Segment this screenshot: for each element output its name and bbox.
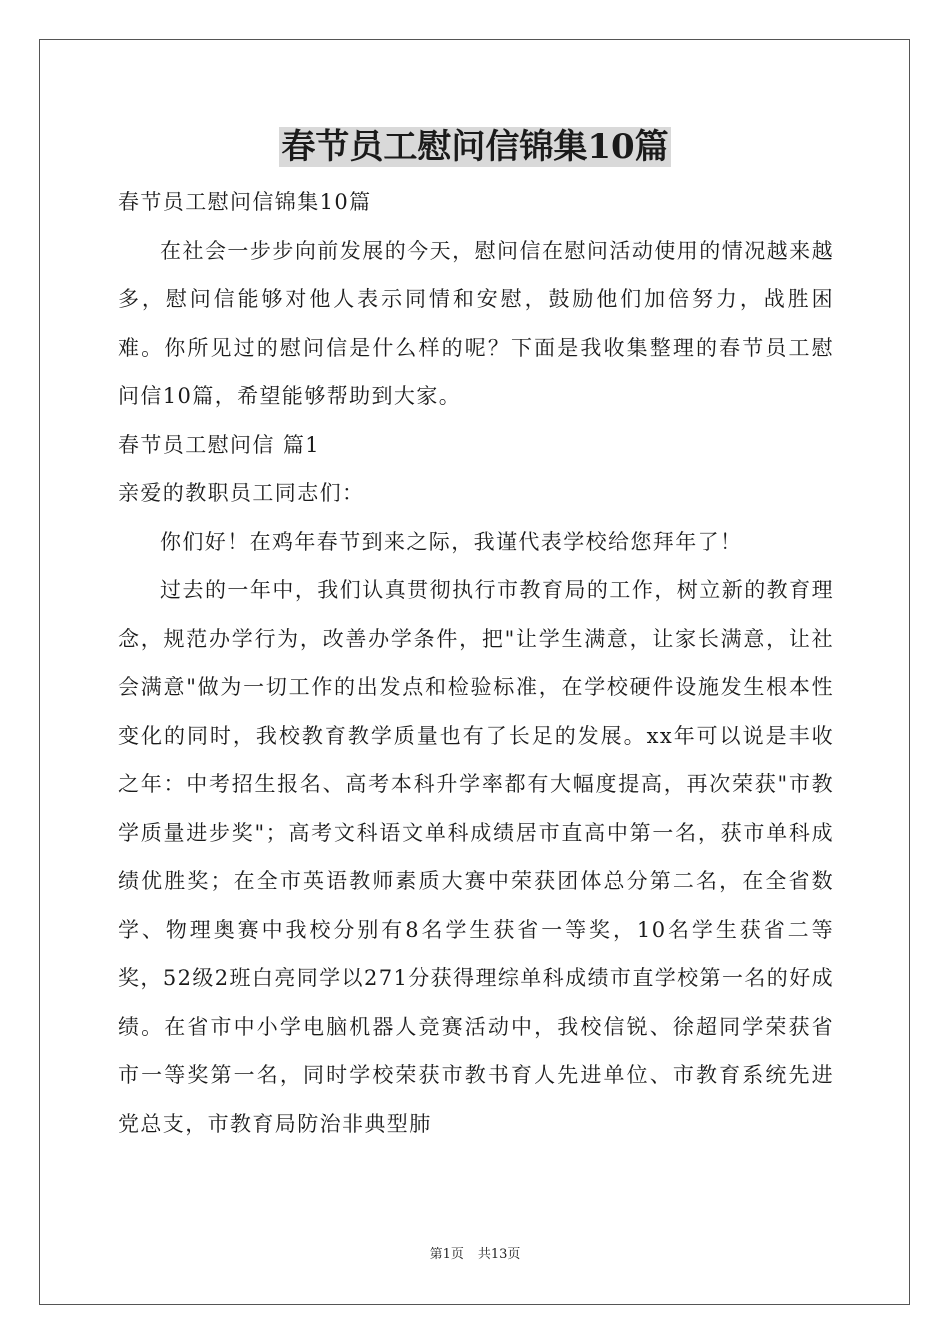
page-total: 共13页 [477, 1247, 521, 1262]
document-body [118, 178, 834, 1148]
page-footer [0, 1246, 950, 1264]
page-number: 第1页 [429, 1247, 464, 1262]
section-heading: 春节员工慰问信 篇1 [118, 432, 321, 457]
salutation: 亲爱的教职员工同志们： [118, 481, 365, 505]
document-title-text: 春节员工慰问信锦集10篇 [281, 127, 669, 167]
body-paragraph: 过去的一年中，我们认真贯彻执行市教育局的工作，树立新的教育理念，规范办学行为，改善办学条件，把"让学生满意，让家长满意，让社会满意"做为一切工作的出发点和检验标准，在学校硬件设施发生根本性变化的同时，我校教育教学质量也有了长足的发展。xx年可以说是丰收之年：中考招生报名、高考本科升学率都有大幅度提高，再次荣获"市教学质量进步奖"；高考文科语文单科成绩居市直高中第一名，获市单科成绩优胜奖；在全市英语教师素质大赛中荣获团体总分第二名，在全省数学、物理奥赛中我校分别有8名学生获省一等奖，10名学生获省二等奖，52级2班白亮同学以271分获得理综单科成绩市直学校第一名的好成绩。在省市中小学电脑机器人竞赛活动中，我校信锐、徐超同学荣获省市一等奖第一名，同时学校荣获市教书育人先进单位、市教育系统先进党总支，市教育局防治非典型肺 [118, 578, 834, 1136]
greeting-paragraph: 你们好！在鸡年春节到来之际，我谨代表学校给您拜年了！ [160, 529, 743, 554]
document-title [0, 124, 950, 170]
document-subtitle: 春节员工慰问信锦集10篇 [118, 190, 372, 214]
intro-paragraph: 在社会一步步向前发展的今天，慰问信在慰问活动使用的情况越来越多，慰问信能够对他人表示同情和安慰，鼓励他们加倍努力，战胜困难。你所见过的慰问信是什么样的呢？下面是我收集整理的春节员工慰问信10篇，希望能够帮助到大家。 [118, 238, 834, 408]
